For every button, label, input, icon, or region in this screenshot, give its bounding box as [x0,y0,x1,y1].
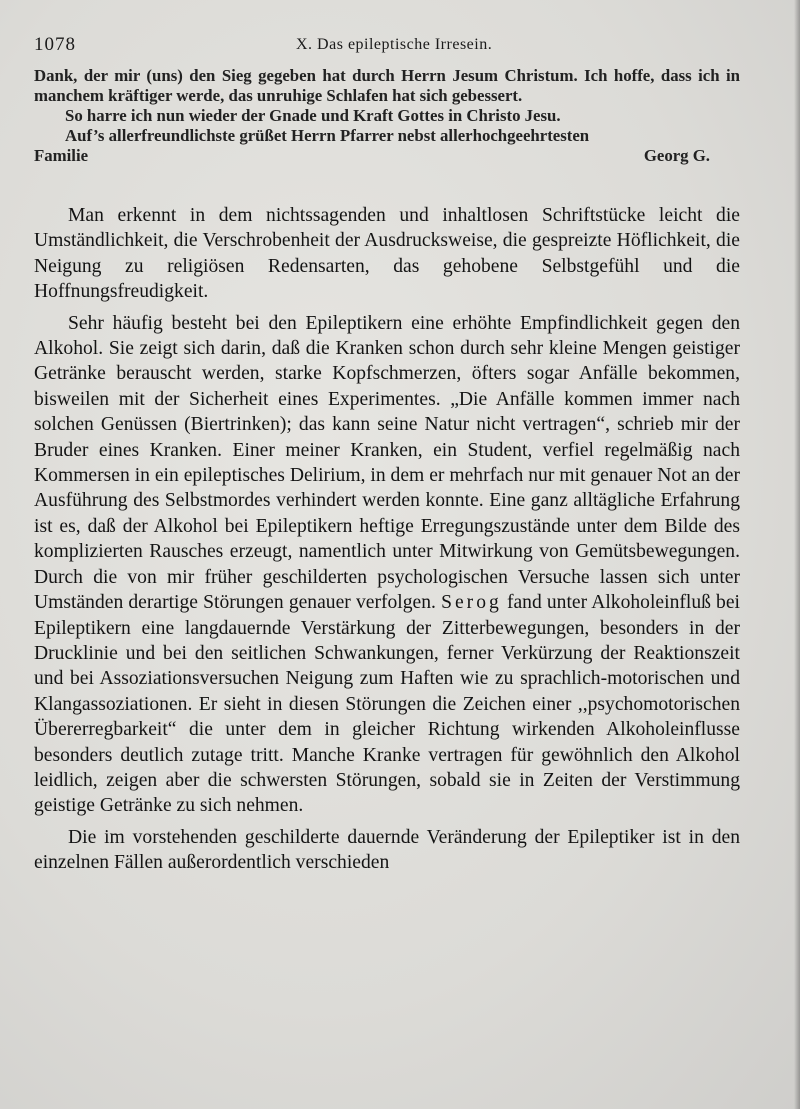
body-paragraph [34,311,740,819]
letter-closing [34,146,740,166]
letter-paragraph: Dank, der mir (uns) den Sieg gegeben hat durch Herrn Jesum Christum. Ich hoffe, dass ich in manchem kräftiger werde, das unruhige Schlafen hat sich gebessert. [34,66,740,105]
body-text-segment: fand unter Alkoholeinfluß bei Epileptikern eine langdauernde Verstärkung der Zitterbewegungen, besonders in der Drucklinie und bei den seitlichen Schwankungen, ferner Verkürzung der Reaktionszeit und bei Assoziationsversuchen Neigung zum Haften wie zu sprachlich-motorischen und Klangassoziationen. Er sieht in diesen Störungen die Zeichen einer ,,psychomotorischen Übererregbarkeit“ die unter dem in gleicher Richtung wirkenden Alkoholeinflusse besonders deutlich zutage tritt. Manche Kranke vertragen für gewöhnlich den Alkohol leidlich, zeigen aber die schwersten Störungen, sobald sie in Zeiten der Verstimmung geistige Getränke zu sich nehmen. [34,592,740,817]
page-number: 1078 [34,34,76,55]
body-paragraph: Die im vorstehenden geschilderte dauernde Veränderung der Epileptiker ist in den einzelnen Fällen außerordentlich verschieden [34,826,740,874]
body-paragraph: Man erkennt in dem nichtssagenden und inhaltlosen Schriftstücke leicht die Umständlichkeit, die Verschrobenheit der Ausdrucksweise, die gespreizte Höflichkeit, die Neigung zu religiösen Redensarten, das gehobene Selbstgefühl und die Hoffnungsfreudigkeit. [34,205,740,303]
main-text [34,203,740,882]
letter-paragraph: Auf’s allerfreundlichste grüßet Herrn Pfarrer nebst allerhochgeehrtesten [65,126,590,145]
letter-paragraph: So harre ich nun wieder der Gnade und Kraft Gottes in Christo Jesu. [65,106,561,125]
letter-signature: Georg G. [643,146,710,165]
closing-word: Familie [34,146,89,165]
quoted-letter [34,66,740,166]
running-title: X. Das epileptische Irresein. [296,36,493,53]
page-edge-shadow [794,0,800,1109]
running-header [34,34,746,56]
body-text-segment: Sehr häufig besteht bei den Epileptikern eine erhöhte Empfindlichkeit gegen den Alkohol. Sie zeigt sich darin, daß die Kranken schon durch sehr kleine Mengen geistiger Getränke berauscht werden, starke Kopfschmerzen, öfters sogar Anfälle bekommen, bisweilen mit der Sicherheit eines Experimentes. „Die Anfälle kommen immer nach solchen Genüssen (Biertrinken); das kann seine Natur nicht vertragen“, schrieb mir der Bruder eines Kranken. Einer meiner Kranken, ein Student, verfiel regelmäßig nach Kommersen in ein epileptisches Delirium, in dem er mehrfach nur mit genauer Not an der Ausführung des Selbstmordes verhindert werden konnte. Eine ganz alltägliche Erfahrung ist es, daß der Alkohol bei Epileptikern heftige Erregungszustände unter dem Bilde des komplizierten Rausches erzeugt, namentlich unter Mitwirkung von Gemütsbewegungen. Durch die von mir früher geschilderten psychologischen Versuche lassen sich unter Umständen derartige Störungen genauer verfolgen. [34,312,740,614]
author-name: Serog [441,592,502,614]
